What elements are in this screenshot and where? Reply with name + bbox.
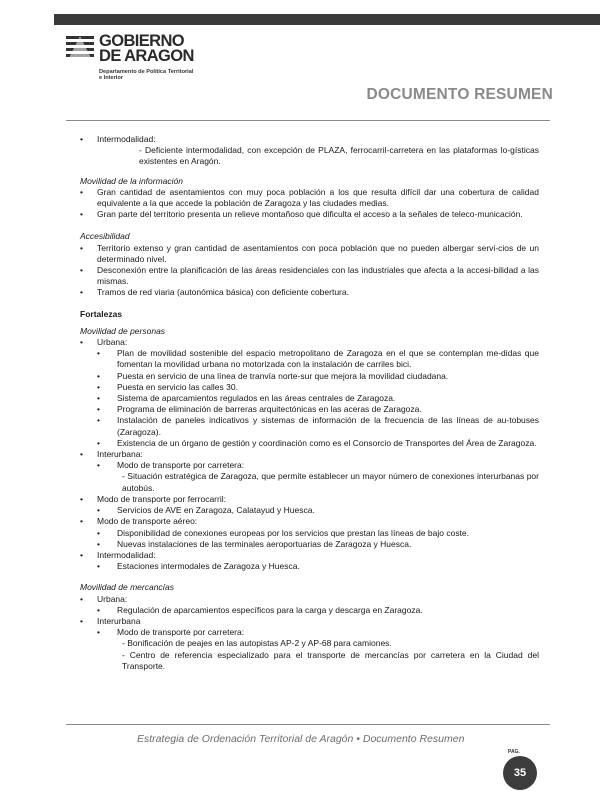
list-item bbox=[97, 415, 539, 437]
footer-title: Estrategia de Ordenación Territorial de Aragón • Documento Resumen bbox=[137, 733, 465, 745]
bullet: • bbox=[97, 348, 100, 359]
header-divider bbox=[66, 120, 550, 121]
bullet: • bbox=[80, 242, 83, 253]
list-item bbox=[97, 605, 539, 616]
list-item-text: Modo de transporte por carretera: bbox=[117, 627, 245, 638]
bullet: • bbox=[80, 493, 83, 504]
list-item-text: Tramos de red viaria (autonómica básica) con deficiente cobertura. bbox=[97, 287, 349, 298]
list-item bbox=[97, 528, 539, 539]
list-item bbox=[97, 404, 539, 415]
list-item-text: Urbana: bbox=[97, 593, 128, 604]
logo-title-line1: GOBIERNO bbox=[99, 32, 185, 50]
subheading: Movilidad de personas bbox=[80, 325, 166, 336]
bullet: • bbox=[97, 604, 100, 615]
logo-title-line2: DE ARAGON bbox=[99, 47, 194, 65]
bullet: • bbox=[80, 449, 83, 460]
bullet: • bbox=[97, 370, 100, 381]
list-item bbox=[80, 449, 539, 494]
list-item bbox=[80, 209, 539, 220]
list-item bbox=[80, 287, 539, 298]
list-item-text: Interurbana: bbox=[97, 449, 143, 460]
bullet: • bbox=[80, 134, 83, 144]
bullet: • bbox=[97, 381, 100, 392]
list-item bbox=[80, 516, 539, 550]
list-item bbox=[97, 348, 539, 370]
list-item bbox=[80, 594, 539, 616]
dash-item: - Deficiente intermodalidad, con excepción de PLAZA, ferrocarril-carretera en las plataformas lo-gísticas existentes en Aragón. bbox=[139, 145, 539, 167]
list-item bbox=[80, 134, 539, 168]
subheading: Accesibilidad bbox=[80, 231, 130, 242]
page-number-badge bbox=[503, 756, 537, 790]
list-item-text: Puesta en servicio de una línea de tranvía norte-sur que mejora la movilidad ciudadana. bbox=[117, 370, 449, 381]
list-item-text: Modo de transporte por ferrocarril: bbox=[97, 493, 226, 504]
list-item-text: Desconexión entre la planificación de las áreas residenciales con las industriales que afecta a la accesi-bilidad a las mismas. bbox=[97, 265, 539, 287]
logo-department-line1: Departamento de Política Territorial bbox=[99, 69, 194, 75]
list-item bbox=[80, 494, 539, 516]
list-item-text: Gran parte del territorio presenta un relieve montañoso que dificulta el acceso a la señales de teleco-municación. bbox=[97, 209, 523, 220]
bullet: • bbox=[80, 516, 83, 527]
list-item bbox=[97, 371, 539, 382]
bullet: • bbox=[80, 337, 83, 348]
list-item bbox=[80, 243, 539, 265]
list-item bbox=[97, 460, 539, 494]
bullet: • bbox=[97, 505, 100, 516]
list-item-text: Estaciones intermodales de Zaragoza y Huesca. bbox=[117, 561, 300, 572]
list-item-text: Servicios de AVE en Zaragoza, Calatayud y Huesca. bbox=[117, 505, 315, 516]
list-item-text: Gran cantidad de asentamientos con muy poca población a los que resulta difícil dar una cobertura de calidad equivalente a la que accede la población de Zaragoza y las ciudades medias. bbox=[97, 186, 539, 209]
list-item-text: Nuevas instalaciones de las terminales aeroportuarias de Zaragoza y Huesca. bbox=[117, 538, 412, 549]
logo-department bbox=[99, 69, 193, 82]
top-bar bbox=[54, 14, 600, 25]
subheading: Movilidad de mercancías bbox=[80, 582, 175, 593]
bullet: • bbox=[97, 627, 100, 638]
bullet: • bbox=[80, 593, 83, 604]
document-title: DOCUMENTO RESUMEN bbox=[366, 86, 553, 103]
list-item bbox=[80, 550, 539, 572]
dash-item: - Bonificación de peajes en las autopistas AP-2 y AP-68 para camiones. bbox=[122, 638, 392, 649]
list-item-text: Territorio extenso y gran cantidad de asentamientos con poca población que no pueden albergar servi-cios de un determinado nivel. bbox=[97, 242, 539, 264]
subheading: Movilidad de la información bbox=[80, 175, 183, 186]
bullet: • bbox=[80, 186, 83, 197]
list-item-text: Instalación de paneles indicativos y sistemas de información de la frecuencia de las líneas de au-tobuses (Zaragoza). bbox=[117, 415, 539, 437]
aragon-emblem-icon bbox=[66, 34, 96, 64]
page-number: 35 bbox=[513, 767, 527, 779]
list-item bbox=[80, 265, 539, 287]
bullet: • bbox=[80, 265, 83, 276]
list-item-text: Disponibilidad de conexiones europeas por los servicios que prestan las líneas de bajo coste. bbox=[117, 527, 470, 538]
document-body bbox=[80, 134, 539, 672]
list-item-text: Interurbana bbox=[97, 615, 141, 626]
list-item-text: Sistema de aparcamientos regulados en las áreas centrales de Zaragoza. bbox=[117, 393, 396, 404]
section-heading: Fortalezas bbox=[80, 308, 123, 319]
list-item-text: Modo de transporte por carretera: bbox=[117, 460, 245, 471]
bullet: • bbox=[97, 393, 100, 404]
dash-item: - Centro de referencia especializado para el transporte de mercancías por carretera en la Ciudad del Transporte. bbox=[122, 649, 539, 671]
footer-divider bbox=[66, 724, 550, 725]
bullet: • bbox=[97, 404, 100, 415]
bullet: • bbox=[97, 538, 100, 549]
list-item-text: Programa de eliminación de barreras arquitectónicas en las aceras de Zaragoza. bbox=[117, 404, 422, 415]
list-item bbox=[80, 337, 539, 449]
bullet: • bbox=[80, 209, 83, 220]
list-item bbox=[80, 187, 539, 209]
bullet: • bbox=[97, 527, 100, 538]
bullet: • bbox=[97, 437, 100, 448]
list-item-text: Existencia de un órgano de gestión y coordinación como es el Consorcio de Transportes del Área de Zaragoza. bbox=[117, 437, 537, 448]
gobierno-aragon-logo bbox=[66, 33, 246, 93]
list-item bbox=[97, 627, 539, 672]
list-item-text: Plan de movilidad sostenible del espacio metropolitano de Zaragoza en el que se contemplan me-didas que fomentan la movilidad urbana no motorizada con la instalación de carriles bici. bbox=[117, 348, 539, 370]
list-item bbox=[97, 438, 539, 449]
list-item-text: Intermodalidad: bbox=[97, 134, 156, 144]
logo-department-line2: e Interior bbox=[99, 75, 123, 82]
list-item bbox=[80, 616, 539, 672]
bullet: • bbox=[80, 549, 83, 560]
list-item-text: Puesta en servicio las calles 30. bbox=[117, 381, 238, 392]
list-item bbox=[97, 505, 539, 516]
list-item bbox=[97, 561, 539, 572]
bullet: • bbox=[80, 615, 83, 626]
list-item-text: Regulación de aparcamientos específicos para la carga y descarga en Zaragoza. bbox=[117, 604, 423, 615]
list-item-text: Modo de transporte aéreo: bbox=[97, 516, 198, 527]
list-item bbox=[97, 382, 539, 393]
bullet: • bbox=[80, 287, 83, 298]
list-item bbox=[97, 393, 539, 404]
page-label: PAG. bbox=[508, 749, 520, 755]
bullet: • bbox=[97, 415, 100, 426]
list-item-text: Urbana: bbox=[97, 337, 128, 348]
dash-item: - Situación estratégica de Zaragoza, que permite establecer un mayor número de conexiones interurbanas por autobús. bbox=[122, 471, 539, 493]
bullet: • bbox=[97, 460, 100, 471]
bullet: • bbox=[97, 561, 100, 572]
list-item bbox=[97, 539, 539, 550]
list-item-text: Intermodalidad: bbox=[97, 549, 156, 560]
